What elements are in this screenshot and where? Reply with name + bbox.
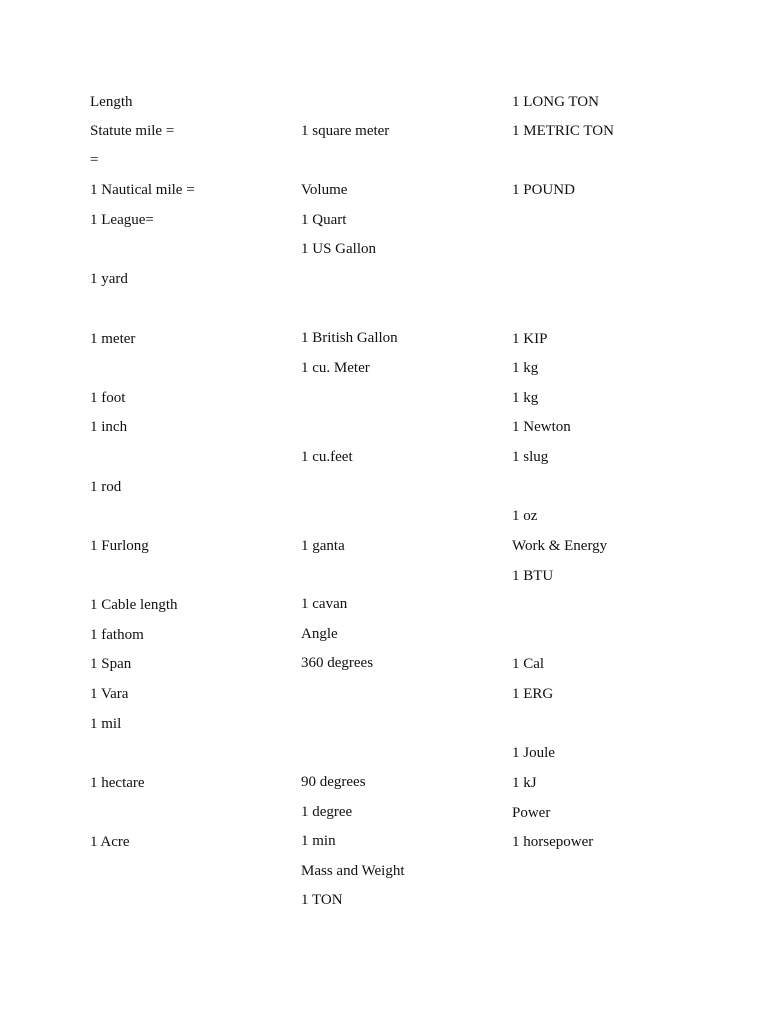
unit-entry: 1 POUND <box>512 182 575 198</box>
unit-entry: 1 hectare <box>90 775 145 791</box>
section-heading-power: Power <box>512 805 551 821</box>
unit-entry: 1 METRIC TON <box>512 123 614 139</box>
unit-entry: 1 foot <box>90 390 126 406</box>
unit-entry: 1 inch <box>90 419 128 435</box>
unit-column-1 <box>90 0 300 1024</box>
section-heading-work-and-energy: Work & Energy <box>512 538 608 554</box>
unit-entry: 1 min <box>301 833 336 849</box>
unit-entry: 1 LONG TON <box>512 94 599 110</box>
unit-entry: 1 cavan <box>301 596 348 612</box>
section-heading-mass-and-weight: Mass and Weight <box>301 863 405 879</box>
section-heading-volume: Volume <box>301 182 348 198</box>
unit-entry: 1 TON <box>301 892 343 908</box>
unit-entry: 1 KIP <box>512 331 548 347</box>
unit-entry: 1 British Gallon <box>301 330 398 346</box>
section-heading-angle: Angle <box>301 626 338 642</box>
unit-entry: 1 slug <box>512 449 549 465</box>
unit-entry: 90 degrees <box>301 774 366 790</box>
unit-entry: 1 US Gallon <box>301 241 376 257</box>
unit-entry: 1 horsepower <box>512 834 594 850</box>
unit-entry: 1 cu.feet <box>301 449 353 465</box>
unit-entry: 1 mil <box>90 716 122 732</box>
unit-entry: 1 Furlong <box>90 538 149 554</box>
unit-entry: 1 Span <box>90 656 132 672</box>
unit-entry: 1 Joule <box>512 745 555 761</box>
unit-entry: 1 Quart <box>301 212 347 228</box>
unit-entry: 1 meter <box>90 331 136 347</box>
unit-entry: 1 cu. Meter <box>301 360 370 376</box>
unit-column-3 <box>512 0 722 1024</box>
unit-entry: 1 square meter <box>301 123 390 139</box>
unit-entry: 1 Acre <box>90 834 130 850</box>
unit-entry: 1 kJ <box>512 775 537 791</box>
unit-entry: 1 Cal <box>512 656 545 672</box>
unit-entry: 1 yard <box>90 271 128 287</box>
unit-entry: 1 ganta <box>301 538 345 554</box>
unit-entry: 1 kg <box>512 360 539 376</box>
unit-entry: 1 Vara <box>90 686 129 702</box>
unit-entry: Statute mile = <box>90 123 175 139</box>
unit-entry: 360 degrees <box>301 655 374 671</box>
unit-entry: 1 oz <box>512 508 538 524</box>
unit-entry: = <box>90 152 99 168</box>
unit-entry: 1 League= <box>90 212 154 228</box>
unit-entry: 1 degree <box>301 804 353 820</box>
unit-entry: 1 fathom <box>90 627 144 643</box>
unit-entry: 1 kg <box>512 390 539 406</box>
unit-entry: 1 Nautical mile = <box>90 182 195 198</box>
unit-entry: 1 BTU <box>512 568 554 584</box>
section-heading-length: Length <box>90 94 133 110</box>
unit-entry: 1 rod <box>90 479 122 495</box>
unit-column-2 <box>301 0 511 1024</box>
unit-entry: 1 Cable length <box>90 597 178 613</box>
unit-entry: 1 ERG <box>512 686 554 702</box>
unit-entry: 1 Newton <box>512 419 571 435</box>
